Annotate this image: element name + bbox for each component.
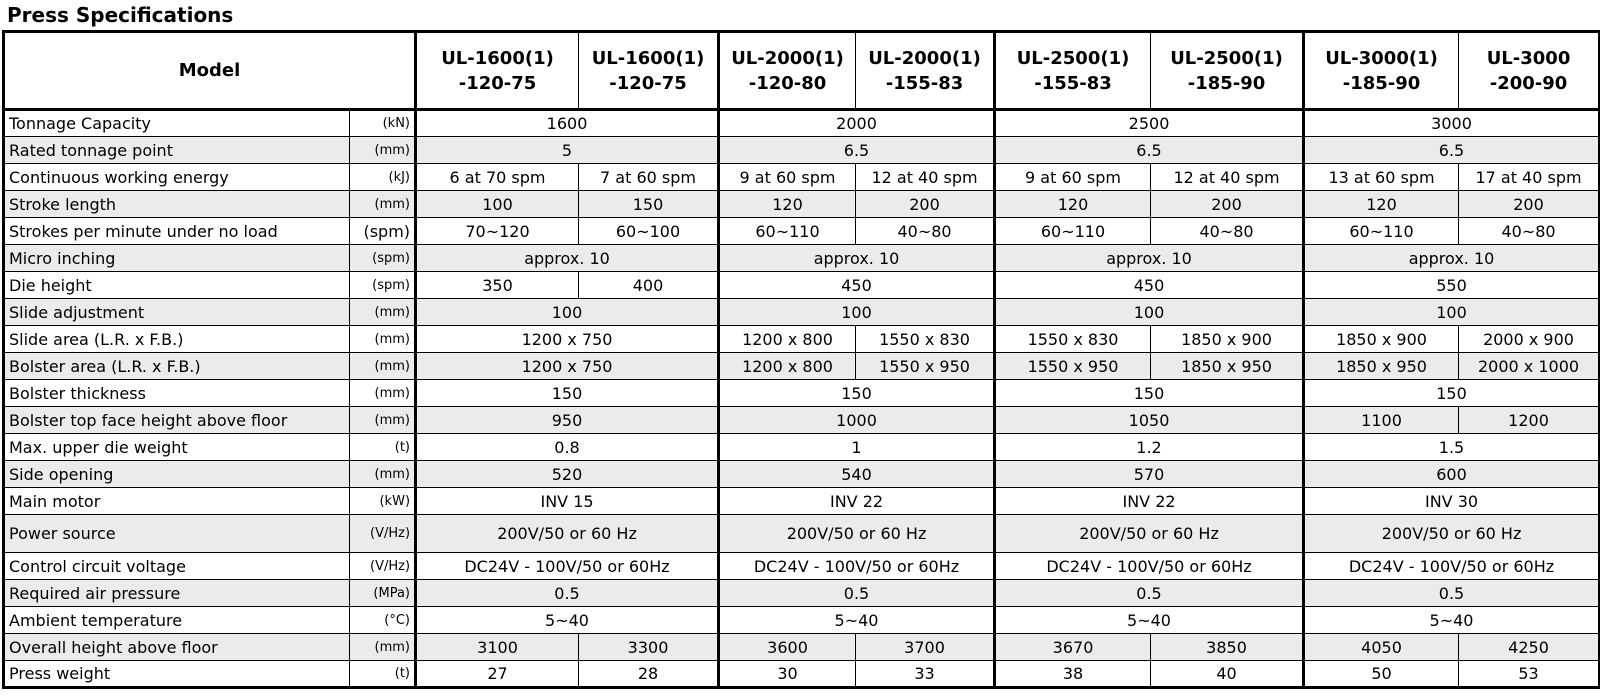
cell-value: 120 xyxy=(995,191,1151,218)
cell-value: 6.5 xyxy=(719,137,995,164)
cell-value: 50 xyxy=(1304,661,1459,688)
row-unit: (mm) xyxy=(350,299,416,326)
cell-value: 13 at 60 spm xyxy=(1304,164,1459,191)
cell-value: INV 22 xyxy=(719,488,995,515)
cell-value: approx. 10 xyxy=(995,245,1304,272)
row-label: Micro inching xyxy=(4,245,350,272)
cell-value: 2000 x 900 xyxy=(1459,326,1600,353)
cell-value: 350 xyxy=(416,272,579,299)
cell-value: 1550 x 950 xyxy=(856,353,995,380)
row-unit: (spm) xyxy=(350,218,416,245)
cell-value: 6.5 xyxy=(1304,137,1600,164)
row-label: Required air pressure xyxy=(4,580,350,607)
cell-value: 1550 x 830 xyxy=(995,326,1151,353)
cell-value: 120 xyxy=(1304,191,1459,218)
cell-value: DC24V - 100V/50 or 60Hz xyxy=(719,553,995,580)
table-header-row xyxy=(4,32,1600,110)
row-unit: (mm) xyxy=(350,326,416,353)
table-row xyxy=(4,661,1600,688)
cell-value: INV 15 xyxy=(416,488,719,515)
cell-value: 200V/50 or 60 Hz xyxy=(1304,515,1600,553)
cell-value: 40~80 xyxy=(1151,218,1304,245)
table-row xyxy=(4,191,1600,218)
cell-value: 570 xyxy=(995,461,1304,488)
cell-value: 5~40 xyxy=(1304,607,1600,634)
cell-value: 540 xyxy=(719,461,995,488)
row-unit: (kW) xyxy=(350,488,416,515)
cell-value: 150 xyxy=(1304,380,1600,407)
cell-value: 400 xyxy=(579,272,719,299)
cell-value: DC24V - 100V/50 or 60Hz xyxy=(416,553,719,580)
cell-value: DC24V - 100V/50 or 60Hz xyxy=(995,553,1304,580)
table-row xyxy=(4,218,1600,245)
cell-value: 5~40 xyxy=(719,607,995,634)
row-unit: (mm) xyxy=(350,634,416,661)
cell-value: 6 at 70 spm xyxy=(416,164,579,191)
cell-value: 9 at 60 spm xyxy=(719,164,856,191)
cell-value: 3600 xyxy=(719,634,856,661)
row-label: Continuous working energy xyxy=(4,164,350,191)
model-name: UL-3000 -200-90 xyxy=(1459,32,1600,110)
table-row xyxy=(4,607,1600,634)
row-label: Stroke length xyxy=(4,191,350,218)
cell-value: 60~110 xyxy=(1304,218,1459,245)
cell-value: 200V/50 or 60 Hz xyxy=(416,515,719,553)
cell-value: 150 xyxy=(995,380,1304,407)
model-name: UL-2500(1) -185-90 xyxy=(1151,32,1304,110)
cell-value: 120 xyxy=(719,191,856,218)
row-unit: (V/Hz) xyxy=(350,515,416,553)
cell-value: 1200 x 800 xyxy=(719,326,856,353)
cell-value: 33 xyxy=(856,661,995,688)
cell-value: 40~80 xyxy=(1459,218,1600,245)
cell-value: 3850 xyxy=(1151,634,1304,661)
cell-value: 3000 xyxy=(1304,110,1600,137)
row-unit: (spm) xyxy=(350,245,416,272)
cell-value: 100 xyxy=(416,191,579,218)
table-row xyxy=(4,299,1600,326)
cell-value: 200 xyxy=(1459,191,1600,218)
table-row xyxy=(4,461,1600,488)
cell-value: 1850 x 950 xyxy=(1304,353,1459,380)
cell-value: 2000 xyxy=(719,110,995,137)
cell-value: 1200 x 750 xyxy=(416,353,719,380)
cell-value: 200V/50 or 60 Hz xyxy=(995,515,1304,553)
cell-value: 100 xyxy=(995,299,1304,326)
row-label: Ambient temperature xyxy=(4,607,350,634)
model-name: UL-1600(1) -120-75 xyxy=(579,32,719,110)
row-unit: (mm) xyxy=(350,407,416,434)
model-name: UL-1600(1) -120-75 xyxy=(416,32,579,110)
cell-value: 60~110 xyxy=(995,218,1151,245)
model-name: UL-2000(1) -155-83 xyxy=(856,32,995,110)
cell-value: 1200 x 800 xyxy=(719,353,856,380)
row-label: Bolster area (L.R. x F.B.) xyxy=(4,353,350,380)
cell-value: DC24V - 100V/50 or 60Hz xyxy=(1304,553,1600,580)
cell-value: 3300 xyxy=(579,634,719,661)
cell-value: 150 xyxy=(719,380,995,407)
row-unit: (MPa) xyxy=(350,580,416,607)
cell-value: 600 xyxy=(1304,461,1600,488)
row-label: Slide adjustment xyxy=(4,299,350,326)
cell-value: 200 xyxy=(1151,191,1304,218)
table-row xyxy=(4,245,1600,272)
press-specifications-table xyxy=(2,30,1600,689)
row-unit: (mm) xyxy=(350,380,416,407)
page-title: Press Specifications xyxy=(7,3,234,27)
row-unit: (kJ) xyxy=(350,164,416,191)
cell-value: 0.5 xyxy=(995,580,1304,607)
row-label: Bolster thickness xyxy=(4,380,350,407)
row-label: Side opening xyxy=(4,461,350,488)
table-row xyxy=(4,137,1600,164)
cell-value: 27 xyxy=(416,661,579,688)
cell-value: INV 22 xyxy=(995,488,1304,515)
row-label: Rated tonnage point xyxy=(4,137,350,164)
cell-value: approx. 10 xyxy=(416,245,719,272)
cell-value: 40~80 xyxy=(856,218,995,245)
cell-value: 0.5 xyxy=(719,580,995,607)
cell-value: 28 xyxy=(579,661,719,688)
cell-value: 1600 xyxy=(416,110,719,137)
table-row xyxy=(4,580,1600,607)
row-label: Main motor xyxy=(4,488,350,515)
cell-value: 2000 x 1000 xyxy=(1459,353,1600,380)
cell-value: 1 xyxy=(719,434,995,461)
cell-value: 6.5 xyxy=(995,137,1304,164)
cell-value: 9 at 60 spm xyxy=(995,164,1151,191)
row-unit: (V/Hz) xyxy=(350,553,416,580)
row-label: Slide area (L.R. x F.B.) xyxy=(4,326,350,353)
row-label: Control circuit voltage xyxy=(4,553,350,580)
cell-value: 450 xyxy=(719,272,995,299)
row-label: Power source xyxy=(4,515,350,553)
row-unit: (kN) xyxy=(350,110,416,137)
cell-value: 550 xyxy=(1304,272,1600,299)
cell-value: 150 xyxy=(416,380,719,407)
row-unit: (mm) xyxy=(350,353,416,380)
cell-value: 40 xyxy=(1151,661,1304,688)
cell-value: 12 at 40 spm xyxy=(1151,164,1304,191)
cell-value: 1200 xyxy=(1459,407,1600,434)
cell-value: 5~40 xyxy=(416,607,719,634)
cell-value: 60~110 xyxy=(719,218,856,245)
cell-value: 1550 x 950 xyxy=(995,353,1151,380)
model-name: UL-2000(1) -120-80 xyxy=(719,32,856,110)
table-row xyxy=(4,515,1600,553)
cell-value: 0.5 xyxy=(416,580,719,607)
cell-value: 7 at 60 spm xyxy=(579,164,719,191)
cell-value: 3100 xyxy=(416,634,579,661)
cell-value: 0.8 xyxy=(416,434,719,461)
cell-value: 1850 x 900 xyxy=(1151,326,1304,353)
row-unit: (°C) xyxy=(350,607,416,634)
table-row xyxy=(4,272,1600,299)
row-label: Bolster top face height above floor xyxy=(4,407,350,434)
row-unit: (spm) xyxy=(350,272,416,299)
cell-value: 200V/50 or 60 Hz xyxy=(719,515,995,553)
table-row xyxy=(4,326,1600,353)
table-row xyxy=(4,164,1600,191)
cell-value: approx. 10 xyxy=(1304,245,1600,272)
model-name: UL-2500(1) -155-83 xyxy=(995,32,1151,110)
row-unit: (mm) xyxy=(350,461,416,488)
cell-value: 30 xyxy=(719,661,856,688)
cell-value: 5 xyxy=(416,137,719,164)
cell-value: 2500 xyxy=(995,110,1304,137)
row-label: Strokes per minute under no load xyxy=(4,218,350,245)
table-row xyxy=(4,434,1600,461)
cell-value: 520 xyxy=(416,461,719,488)
cell-value: 950 xyxy=(416,407,719,434)
cell-value: 5~40 xyxy=(995,607,1304,634)
cell-value: 1200 x 750 xyxy=(416,326,719,353)
table-row xyxy=(4,353,1600,380)
cell-value: 70~120 xyxy=(416,218,579,245)
row-label: Die height xyxy=(4,272,350,299)
row-label: Press weight xyxy=(4,661,350,688)
cell-value: 1850 x 900 xyxy=(1304,326,1459,353)
model-header: Model xyxy=(4,32,416,110)
row-unit: (t) xyxy=(350,661,416,688)
cell-value: 100 xyxy=(1304,299,1600,326)
cell-value: 3700 xyxy=(856,634,995,661)
table-row xyxy=(4,110,1600,137)
cell-value: 17 at 40 spm xyxy=(1459,164,1600,191)
row-label: Overall height above floor xyxy=(4,634,350,661)
cell-value: 1050 xyxy=(995,407,1304,434)
cell-value: 53 xyxy=(1459,661,1600,688)
cell-value: 450 xyxy=(995,272,1304,299)
cell-value: 3670 xyxy=(995,634,1151,661)
cell-value: 38 xyxy=(995,661,1151,688)
table-row xyxy=(4,407,1600,434)
row-unit: (mm) xyxy=(350,191,416,218)
row-label: Max. upper die weight xyxy=(4,434,350,461)
cell-value: 100 xyxy=(719,299,995,326)
row-unit: (t) xyxy=(350,434,416,461)
cell-value: 100 xyxy=(416,299,719,326)
cell-value: 60~100 xyxy=(579,218,719,245)
cell-value: 1850 x 950 xyxy=(1151,353,1304,380)
row-unit: (mm) xyxy=(350,137,416,164)
cell-value: 1100 xyxy=(1304,407,1459,434)
cell-value: 12 at 40 spm xyxy=(856,164,995,191)
cell-value: 0.5 xyxy=(1304,580,1600,607)
row-label: Tonnage Capacity xyxy=(4,110,350,137)
model-name: UL-3000(1) -185-90 xyxy=(1304,32,1459,110)
cell-value: 1.2 xyxy=(995,434,1304,461)
table-row xyxy=(4,553,1600,580)
cell-value: INV 30 xyxy=(1304,488,1600,515)
cell-value: 4050 xyxy=(1304,634,1459,661)
table-row xyxy=(4,634,1600,661)
table-row xyxy=(4,488,1600,515)
cell-value: approx. 10 xyxy=(719,245,995,272)
cell-value: 1550 x 830 xyxy=(856,326,995,353)
table-row xyxy=(4,380,1600,407)
cell-value: 150 xyxy=(579,191,719,218)
cell-value: 4250 xyxy=(1459,634,1600,661)
cell-value: 1.5 xyxy=(1304,434,1600,461)
cell-value: 1000 xyxy=(719,407,995,434)
cell-value: 200 xyxy=(856,191,995,218)
